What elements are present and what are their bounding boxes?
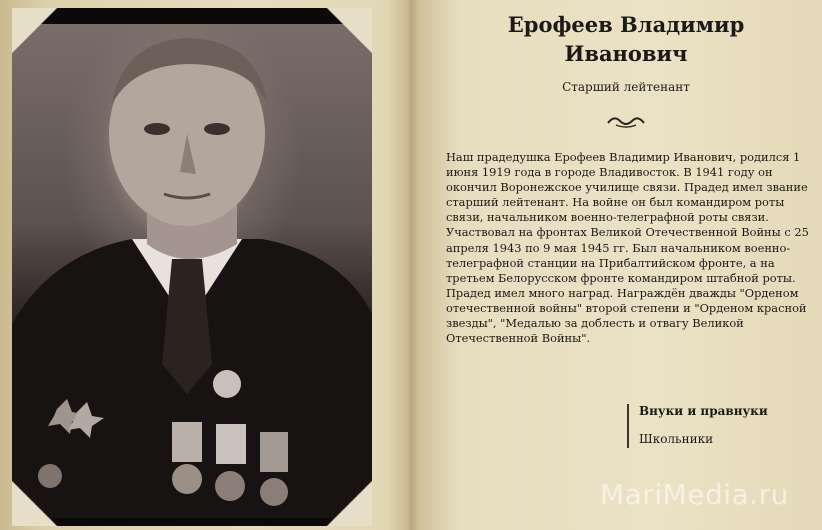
photo-corner-top-left xyxy=(12,8,58,54)
portrait-photo xyxy=(12,24,372,518)
photo-corner-bottom-left xyxy=(12,480,58,526)
person-rank: Старший лейтенант xyxy=(562,80,690,94)
site-watermark: MariMedia.ru xyxy=(600,478,789,511)
category-box xyxy=(627,404,817,448)
category-subheading-link[interactable]: Школьники xyxy=(639,432,714,446)
photo-corner-top-right xyxy=(326,8,372,54)
photo-corner-bottom-right xyxy=(326,480,372,526)
flourish-ornament-icon xyxy=(606,113,646,131)
person-name: Ерофеев Владимир Иванович xyxy=(507,12,745,66)
portrait-illustration xyxy=(12,24,372,518)
category-heading-link[interactable]: Внуки и правнуки xyxy=(639,404,768,418)
right-page xyxy=(410,0,822,530)
left-page xyxy=(0,0,410,530)
biography-text: Наш прадедушка Ерофеев Владимир Иванович, родился 1 июня 1919 года в городе Владивосток. В 1941 году он окончил Воронежское училище связи. Прадед имел звание старший лейтенант. На войне он был командиром роты связи, начальником военно-телеграфной роты связи. Участвовал на фронтах Великой Отечественной Войны с 25 апреля 1943 по 9 мая 1945 гг. Был начальником военно-телеграфной станции на Прибалтийском фронте, а на третьем Белорусском фронте командиром штабной роты. Прадед имел много наград. Награждён дважды "Орденом отечественной войны" второй степени и "Орденом красной звезды", "Медалью за доблесть и отвагу Великой Отечественной Войны". xyxy=(446,150,809,346)
portrait-frame xyxy=(12,8,372,526)
